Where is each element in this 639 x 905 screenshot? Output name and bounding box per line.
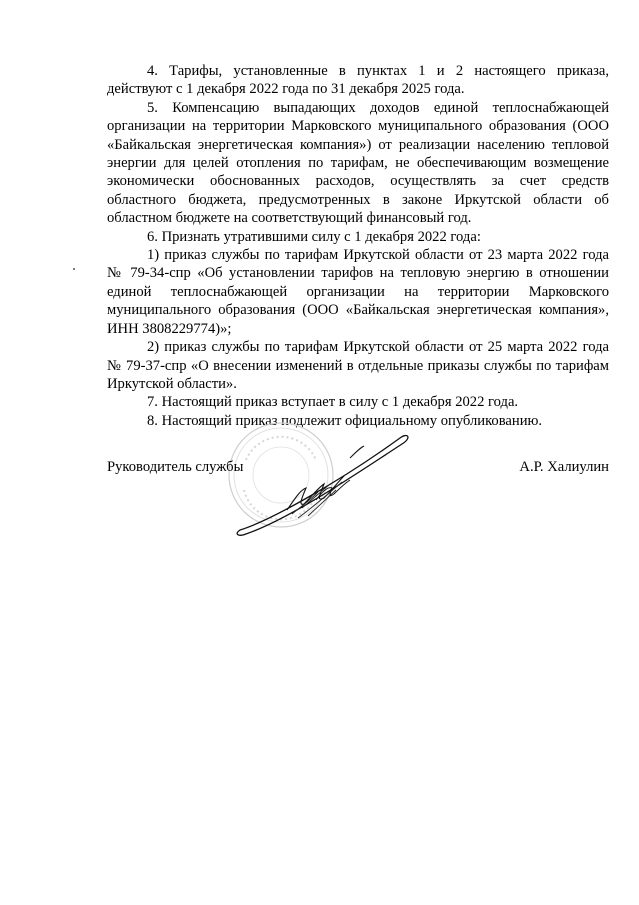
paragraph-6: 6. Признать утратившими силу с 1 декабря 2022 года: <box>147 228 481 245</box>
paragraph-6-item-1: 1) приказ службы по тарифам Иркутской области от 23 марта 2022 года № 79-34-спр «Об установлении тарифов на тепловую энергию в отношении единой теплоснабжающей организации на территории Марковского муниципального образования (ООО «Байкальская энергетическая компания», ИНН 3808229774)»; <box>107 247 609 337</box>
paragraph-6-item-2: 2) приказ службы по тарифам Иркутской области от 25 марта 2022 года № 79-37-спр «О внесении изменений в отдельные приказы службы по тарифам Иркутской области». <box>107 339 609 392</box>
paragraph-8: 8. Настоящий приказ подлежит официальному опубликованию. <box>147 412 543 429</box>
signer-position: Руководитель службы <box>107 459 244 475</box>
order-body <box>107 62 609 430</box>
signer-name: А.Р. Халиулин <box>519 459 609 475</box>
paragraph-5: 5. Компенсацию выпадающих доходов единой теплоснабжающей организации на территории Марковского муниципального образования (ООО «Байкальская энергетическая компания») от реализации населению тепловой энергии для целей отопления по тарифам, не обеспечивающим возмещение экономически обоснованных расходов, осуществлять за счет средств областного бюджета, предусмотренных в законе Иркутской области об областном бюджете на соответствующий финансовый год. <box>107 99 609 227</box>
paragraph-4: 4. Тарифы, установленные в пунктах 1 и 2 настоящего приказа, действуют с 1 декабря 2022 года по 31 декабря 2025 года. <box>107 63 609 98</box>
paragraph-7: 7. Настоящий приказ вступает в силу с 1 декабря 2022 года. <box>147 394 519 411</box>
scan-speck <box>73 268 75 270</box>
handwritten-signature <box>232 430 412 540</box>
